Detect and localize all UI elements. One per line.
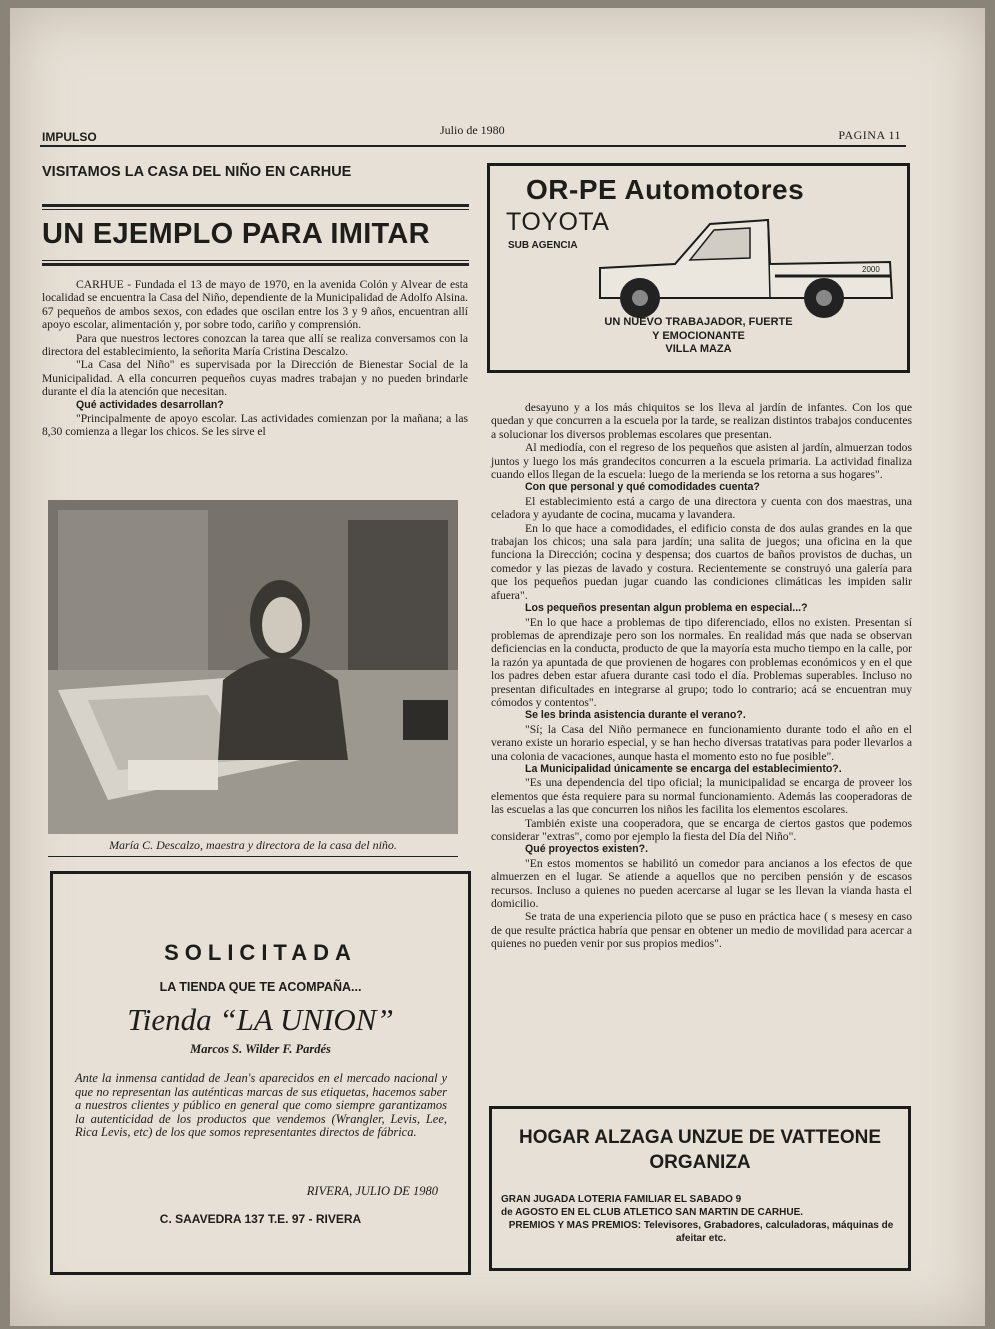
ad-dateline: RIVERA, JULIO DE 1980 — [306, 1184, 438, 1198]
paragraph: También existe una cooperadora, que se encarga de ciertos gastos que podemos considerar "extras", como por ejemplo la fiesta del Día del Niño". — [491, 816, 912, 843]
tienda-ad-box — [50, 871, 471, 1275]
paragraph: "En lo que hace a problemas de tipo diferenciado, ellos no existen. Presentan sí problemas de aprendizaje pero son los normales. En realidad más que nada se observan deficiencias en la conducta, producto de que la mayoría esta mucho tiempo en la calle, por la razón ya apuntada de que provienen de hogares con problemas económicos y en el que los padres deben estar afuera durante casi todo el día. Problemas superables. Incluso no presentan dificultades en integrarse al grupo; todo lo contrario; acá se encuentran muy cómodos y contentos". — [491, 615, 912, 709]
paragraph: desayuno y a los más chiquitos se los lleva al jardín de infantes. Con los que quedan y que concurren a la escuela por la tarde, se realizan distintos trabajos conducentes a solucionar los diversos problemas escolares que presentan. — [491, 401, 912, 441]
store-owners: Marcos S. Wilder F. Pardés — [190, 1042, 331, 1056]
pickup-truck-illustration — [590, 206, 900, 321]
paragraph: Al mediodía, con el regreso de los pequeños que asisten al jardín, almuerzan todos juntos y luego los más grandecitos concurren a la escuela primaria. La actividad finaliza cuando ellos llegan de la escuela: luego de la merienda se los retorna a sus hogares". — [491, 441, 912, 482]
brand-name: TOYOTA — [506, 208, 610, 236]
paragraph: En lo que hace a comodidades, el edificio consta de dos aulas grandes en la que trabajan los chicos; una sala para jardín; una salita de juegos; una oficina en la que funciona la Dirección; cocina y despensa; dos cuartos de baños provistos de duchas, un comedor y las piezas de lavado y costura. Recientemente se construyó una galería para que los pequeños puedan jugar cuando las condiciones climáticas les impiden salir afuera". — [491, 521, 912, 602]
hogar-details — [501, 1193, 901, 1245]
slogan-line: VILLA MAZA — [665, 343, 732, 355]
interview-question: Qué actividades desarrollan? — [76, 398, 224, 411]
page-number: PAGINA 11 — [838, 128, 901, 142]
paragraph: Para que nuestros lectores conozcan la tarea que allí se realiza conversamos con la directora del establecimiento, la señorita María Cristina Descalzo. — [42, 331, 468, 359]
hogar-title-line: HOGAR ALZAGA UNZUE DE VATTEONE — [518, 1127, 882, 1148]
paragraph: El establecimiento está a cargo de una directora y cuenta con dos maestras, una celadora y ayudante de cocina, mucama y lavandera. — [491, 494, 912, 522]
header-rule — [40, 145, 906, 147]
paragraph: "En estos momentos se habilitó un comedor para ancianos a los efectos de que almuerzen en el lugar. Se atiende a aquellos que no perciben pensión y de escasos recursos. Incluso a quienes no pueden acercarse al lugar se les llevan la vianda hasta el domicilio. — [491, 856, 912, 911]
headline-rule-bottom — [42, 263, 469, 266]
article-kicker: VISITAMOS LA CASA DEL NIÑO EN CARHUE — [42, 164, 352, 180]
interview-question: La Municipalidad únicamente se encarga del establecimiento?. — [525, 762, 842, 775]
toyota-ad-box — [487, 163, 910, 373]
hogar-line: de AGOSTO EN EL CLUB ATLETICO SAN MARTIN DE CARHUE. — [501, 1207, 804, 1218]
issue-date: Julio de 1980 — [440, 123, 505, 137]
article-photo — [48, 500, 458, 834]
dealer-name: OR-PE Automotores — [526, 174, 805, 205]
interview-question: Se les brinda asistencia durante el verano?. — [525, 709, 746, 722]
headline-rule-top-thin — [42, 209, 469, 210]
article-column-1 — [42, 278, 468, 439]
hogar-line: GRAN JUGADA LOTERIA FAMILIAR EL SABADO 9 — [501, 1194, 742, 1205]
interview-question: Qué proyectos existen?. — [525, 843, 649, 856]
ad-address: C. SAAVEDRA 137 T.E. 97 - RIVERA — [159, 1212, 362, 1226]
hogar-line: PREMIOS Y MAS PREMIOS: Televisores, Grabadores, calculadoras, máquinas de afeitar etc. — [508, 1220, 894, 1244]
store-name: Tienda “LA UNION” — [127, 1002, 394, 1037]
photo-scene — [48, 500, 458, 834]
paragraph: "Principalmente de apoyo escolar. Las actividades comienzan por la mañana; a las 8,30 comienza a llegar los chicos. Se les sirve el — [42, 412, 468, 439]
interview-question: Con que personal y qué comodidades cuenta? — [525, 481, 760, 494]
slogan-line: UN NUEVO TRABAJADOR, FUERTE — [604, 316, 793, 328]
ad-tagline: LA TIENDA QUE TE ACOMPAÑA... — [159, 980, 362, 994]
paragraph: "Es una dependencia del tipo oficial; la municipalidad se encarga de proveer los elementos que ésta requiere para su normal funcionamiento. Además las cooperadoras de las escuelas a las que concurren los niños les facilita los elementos escolares. — [491, 776, 912, 817]
sub-agency: SUB AGENCIA — [508, 240, 578, 251]
interview-question: Los pequeños presentan algun problema en especial...? — [525, 602, 808, 615]
publication-name: IMPULSO — [42, 130, 97, 144]
hogar-title-line: ORGANIZA — [649, 1152, 751, 1173]
newspaper-page — [10, 8, 985, 1326]
truck-badge: 2000 — [862, 265, 880, 274]
ad-body: Ante la inmensa cantidad de Jean's aparecidos en el mercado nacional y que no representan las auténticas marcas de sus etiquetas, hacemos saber a nuestros clientes y público en general que como siempre garantizamos la autenticidad de los productos que vendemos (Wrangler, Levis, Lee, Rica Levis, etc) de los que somos representantes directos de fábrica. — [75, 1071, 447, 1140]
article-headline: UN EJEMPLO PARA IMITAR — [42, 218, 430, 250]
headline-rule-bottom-thin — [42, 260, 469, 261]
photo-caption: María C. Descalzo, maestra y directora de la casa del niño. — [109, 838, 397, 852]
paragraph: "Sí; la Casa del Niño permanece en funcionamiento durante todo el año en el verano existe un horario especial, y se han hecho diversas tratativas para poder llevarlos a una colonia de vacaciones, aunque hasta el momento esto no fue posible". — [491, 722, 912, 763]
paragraph: "La Casa del Niño" es supervisada por la Dirección de Bienestar Social de la Municipalidad. A ella concurren pequeños cuyas madres trabajan y no pueden brindarle durante el día la atención que necesitan. — [42, 358, 468, 399]
caption-rule — [48, 856, 458, 857]
ad-slogan — [490, 316, 907, 357]
hogar-title — [492, 1125, 908, 1175]
paragraph: Se trata de una experiencia piloto que se puso en práctica hace ( s mesesy en caso de que resulte práctica habría que pensar en obtener un medio de movilidad para acercar a quienes no pueden venir por sus propios medios". — [491, 910, 912, 951]
slogan-line: Y EMOCIONANTE — [652, 329, 745, 342]
headline-rule-top — [42, 204, 469, 207]
article-column-2 — [491, 401, 912, 951]
paragraph: CARHUE - Fundada el 13 de mayo de 1970, en la avenida Colón y Alvear de esta localidad se encuentra la Casa del Niño, dependiente de la Municipalidad de Adolfo Alsina. 67 pequeños de ambos sexos, con edades que oscilan entre los 3 y 9 años, encuentran allí apoyo escolar, alimentación y, por sobre todo, cariño y comprensión. — [42, 278, 468, 332]
ad-title: SOLICITADA — [164, 940, 357, 965]
hogar-ad-box — [489, 1106, 911, 1271]
